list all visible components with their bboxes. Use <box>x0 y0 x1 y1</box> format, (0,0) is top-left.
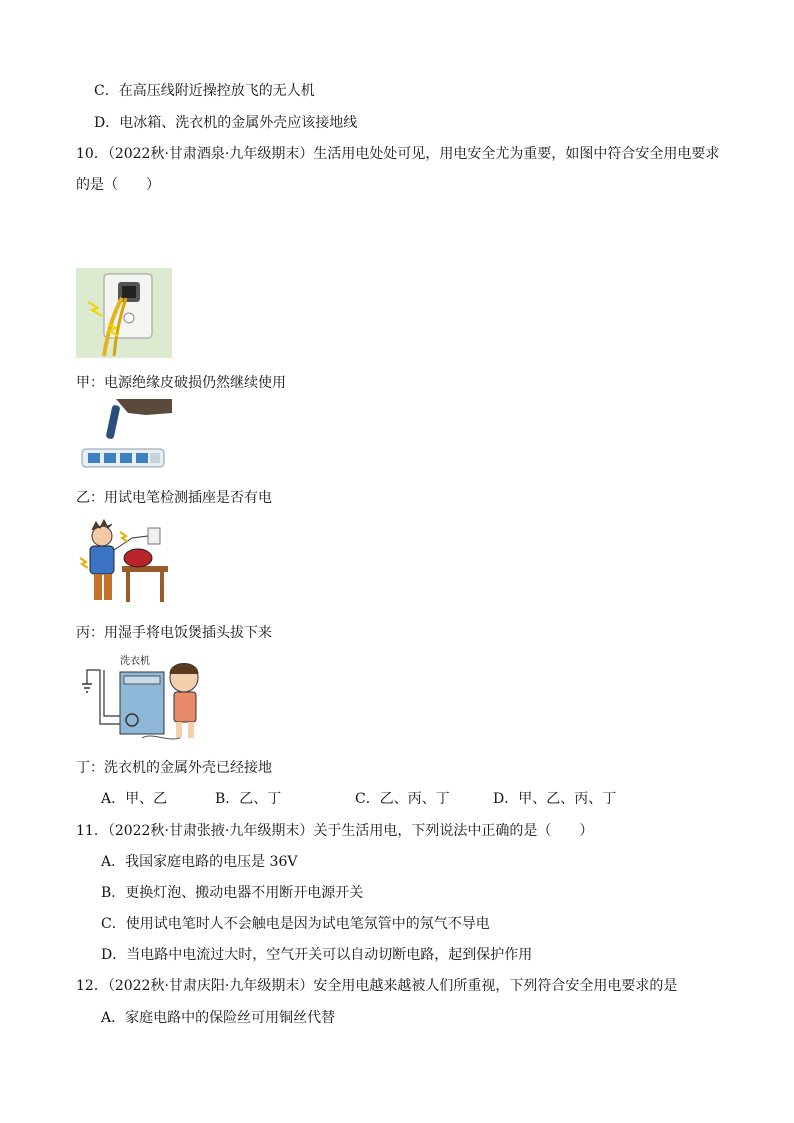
q11-option-d: D．当电路中电流过大时，空气开关可以自动切断电路，起到保护作用 <box>101 947 533 963</box>
caption-bing: 丙：用湿手将电饭煲插头拔下来 <box>76 625 272 641</box>
q11-stem: 11．（2022秋·甘肃张掖·九年级期末）关于生活用电，下列说法中正确的是（ ） <box>76 823 594 839</box>
washer-label: 洗衣机 <box>120 656 150 667</box>
q11-option-b: B．更换灯泡、搬动电器不用断开电源开关 <box>101 885 364 901</box>
q9-option-d: D．电冰箱、洗衣机的金属外壳应该接地线 <box>94 115 358 131</box>
q10-stem-line2: 的是（ ） <box>76 177 160 193</box>
washing-machine-figure <box>76 654 208 746</box>
q10-option-c: C．乙、丙、丁 <box>355 791 450 807</box>
q10-option-b: B．乙、丁 <box>215 791 282 807</box>
q10-stem-line1: 10．（2022秋·甘肃酒泉·九年级期末）生活用电处处可见，用电安全尤为重要，如图中符合安全用电要求 <box>76 146 720 162</box>
q12-stem: 12．（2022秋·甘肃庆阳·九年级期末）安全用电越来越被人们所重视，下列符合安全用电要求的是 <box>76 978 678 994</box>
q10-option-a: A．甲、乙 <box>101 791 168 807</box>
q11-option-c: C．使用试电笔时人不会触电是因为试电笔氖管中的氖气不导电 <box>101 916 490 932</box>
test-pen-figure <box>76 399 172 475</box>
rice-cooker-figure <box>76 518 172 608</box>
caption-ding: 丁：洗衣机的金属外壳已经接地 <box>76 760 272 776</box>
q12-option-a: A．家庭电路中的保险丝可用铜丝代替 <box>101 1010 336 1026</box>
caption-yi: 乙：用试电笔检测插座是否有电 <box>76 490 272 506</box>
q9-option-c: C．在高压线附近操控放飞的无人机 <box>94 83 315 99</box>
q11-option-a: A．我国家庭电路的电压是 36V <box>101 854 298 870</box>
caption-jia: 甲：电源绝缘皮破损仍然继续使用 <box>76 375 286 391</box>
damaged-plug-figure <box>76 268 172 358</box>
q10-option-d: D．甲、乙、丙、丁 <box>493 791 617 807</box>
